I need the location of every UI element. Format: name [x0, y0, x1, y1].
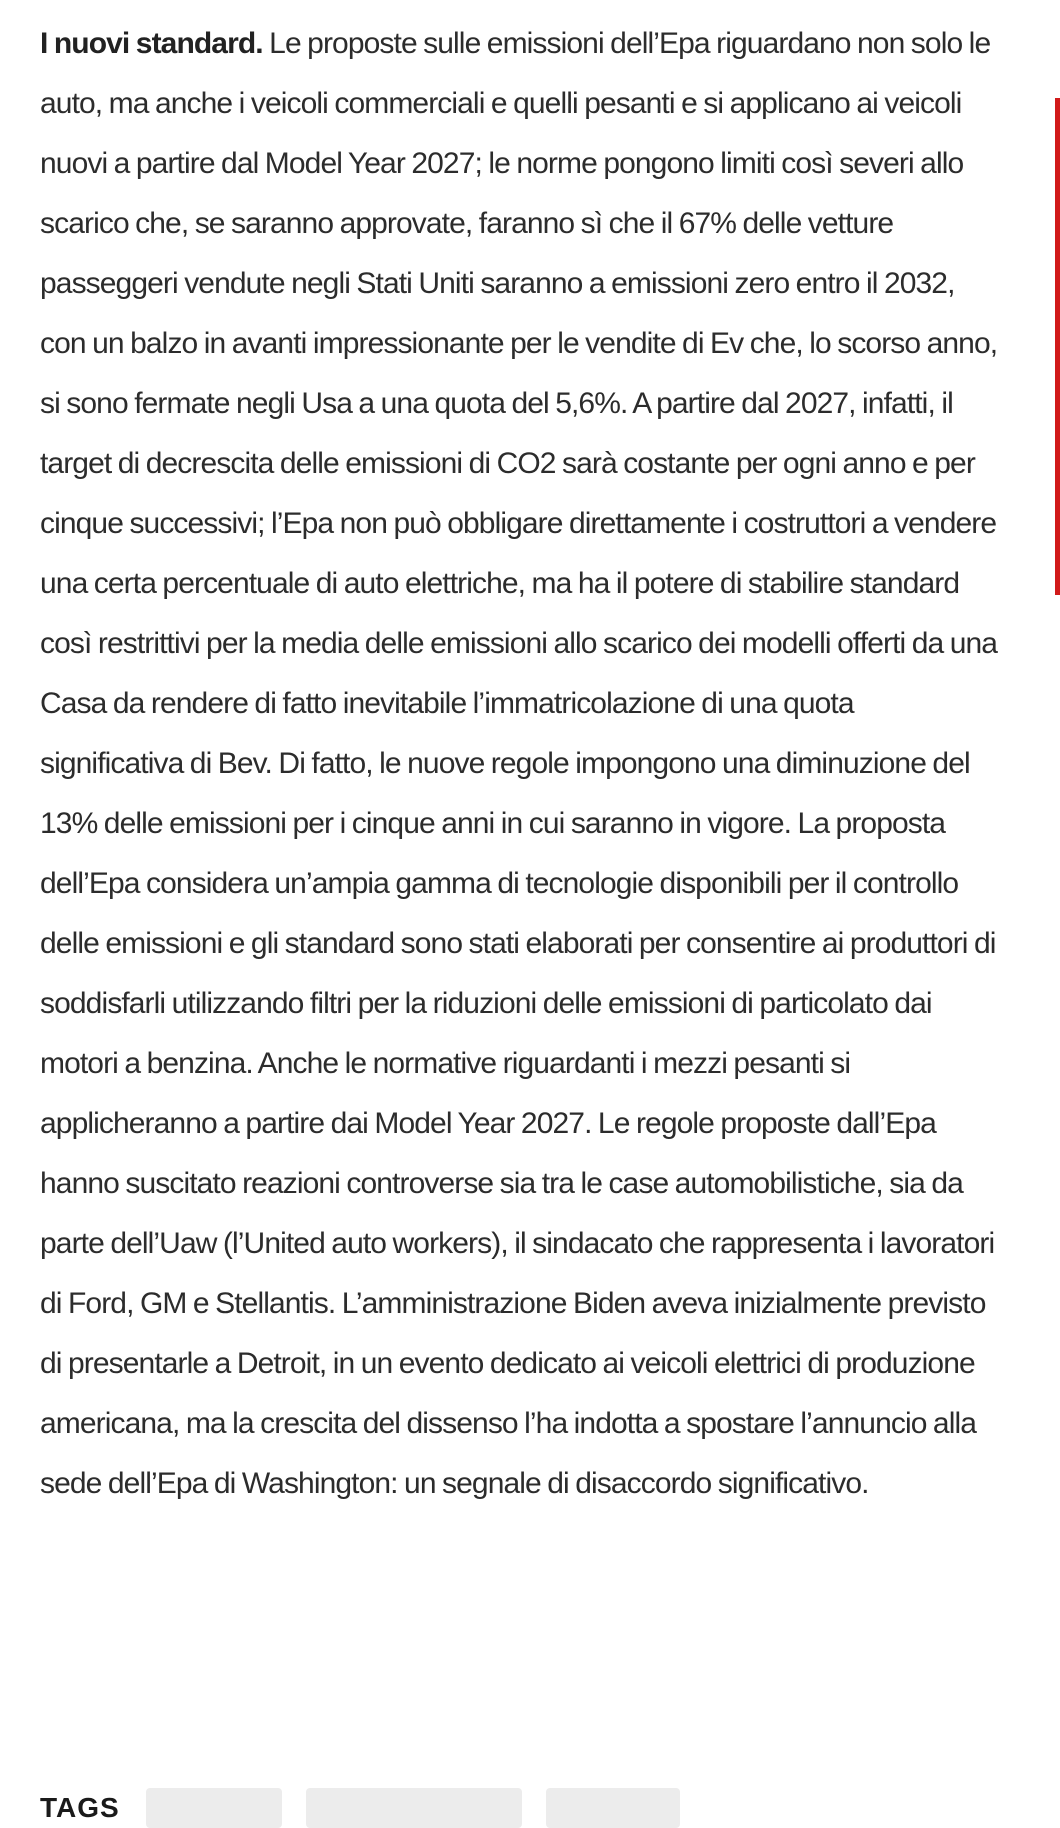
paragraph-lead-heading: I nuovi standard.	[40, 27, 263, 60]
tag-chip[interactable]	[146, 1788, 282, 1828]
tags-label: TAGS	[40, 1792, 120, 1823]
article-body	[40, 14, 1000, 1514]
tag-chip[interactable]	[306, 1788, 522, 1828]
tags-section	[40, 1782, 704, 1822]
tag-chip[interactable]	[546, 1788, 680, 1828]
paragraph-text: Le proposte sulle emissioni dell’Epa riguardano non solo le auto, ma anche i veicoli commerciali e quelli pesanti e si applicano ai veicoli nuovi a partire dal Model Year 2027; le norme pongono limiti così severi allo scarico che, se saranno approvate, faranno sì che il 67% delle vetture passeggeri vendute negli Stati Uniti saranno a emissioni zero entro il 2032, con un balzo in avanti impressionante per le vendite di Ev che, lo scorso anno, si sono fermate negli Usa a una quota del 5,6%. A partire dal 2027, infatti, il target di decrescita delle emissioni di CO2 sarà costante per ogni anno e per cinque successivi; l’Epa non può obbligare direttamente i costruttori a vendere una certa percentuale di auto elettriche, ma ha il potere di stabilire standard così restrittivi per la media delle emissioni allo scarico dei modelli offerti da una Casa da rendere di fatto inevitabile l’immatricolazione di una quota significativa di Bev. Di fatto, le nuove regole impongono una diminuzione del 13% delle emissioni per i cinque anni in cui saranno in vigore. La proposta dell’Epa considera un’ampia gamma di tecnologie disponibili per il controllo delle emissioni e gli standard sono stati elaborati per consentire ai produttori di soddisfarli utilizzando filtri per la riduzioni delle emissioni di particolato dai motori a benzina. Anche le normative riguardanti i mezzi pesanti si applicheranno a partire dai Model Year 2027. Le regole proposte dall’Epa hanno suscitato reazioni controverse sia tra le case automobilistiche, sia da parte dell’Uaw (l’United auto workers), il sindacato che rappresenta i lavoratori di Ford, GM e Stellantis. L’amministrazione Biden aveva inizialmente previsto di presentarle a Detroit, in un evento dedicato ai veicoli elettrici di produzione americana, ma la crescita del dissenso l’ha indotta a spostare l’annuncio alla sede dell’Epa di Washington: un segnale di disaccordo significativo.	[40, 27, 998, 1500]
article-paragraph	[40, 14, 1000, 1514]
sidebar-accent-bar	[1055, 98, 1060, 595]
